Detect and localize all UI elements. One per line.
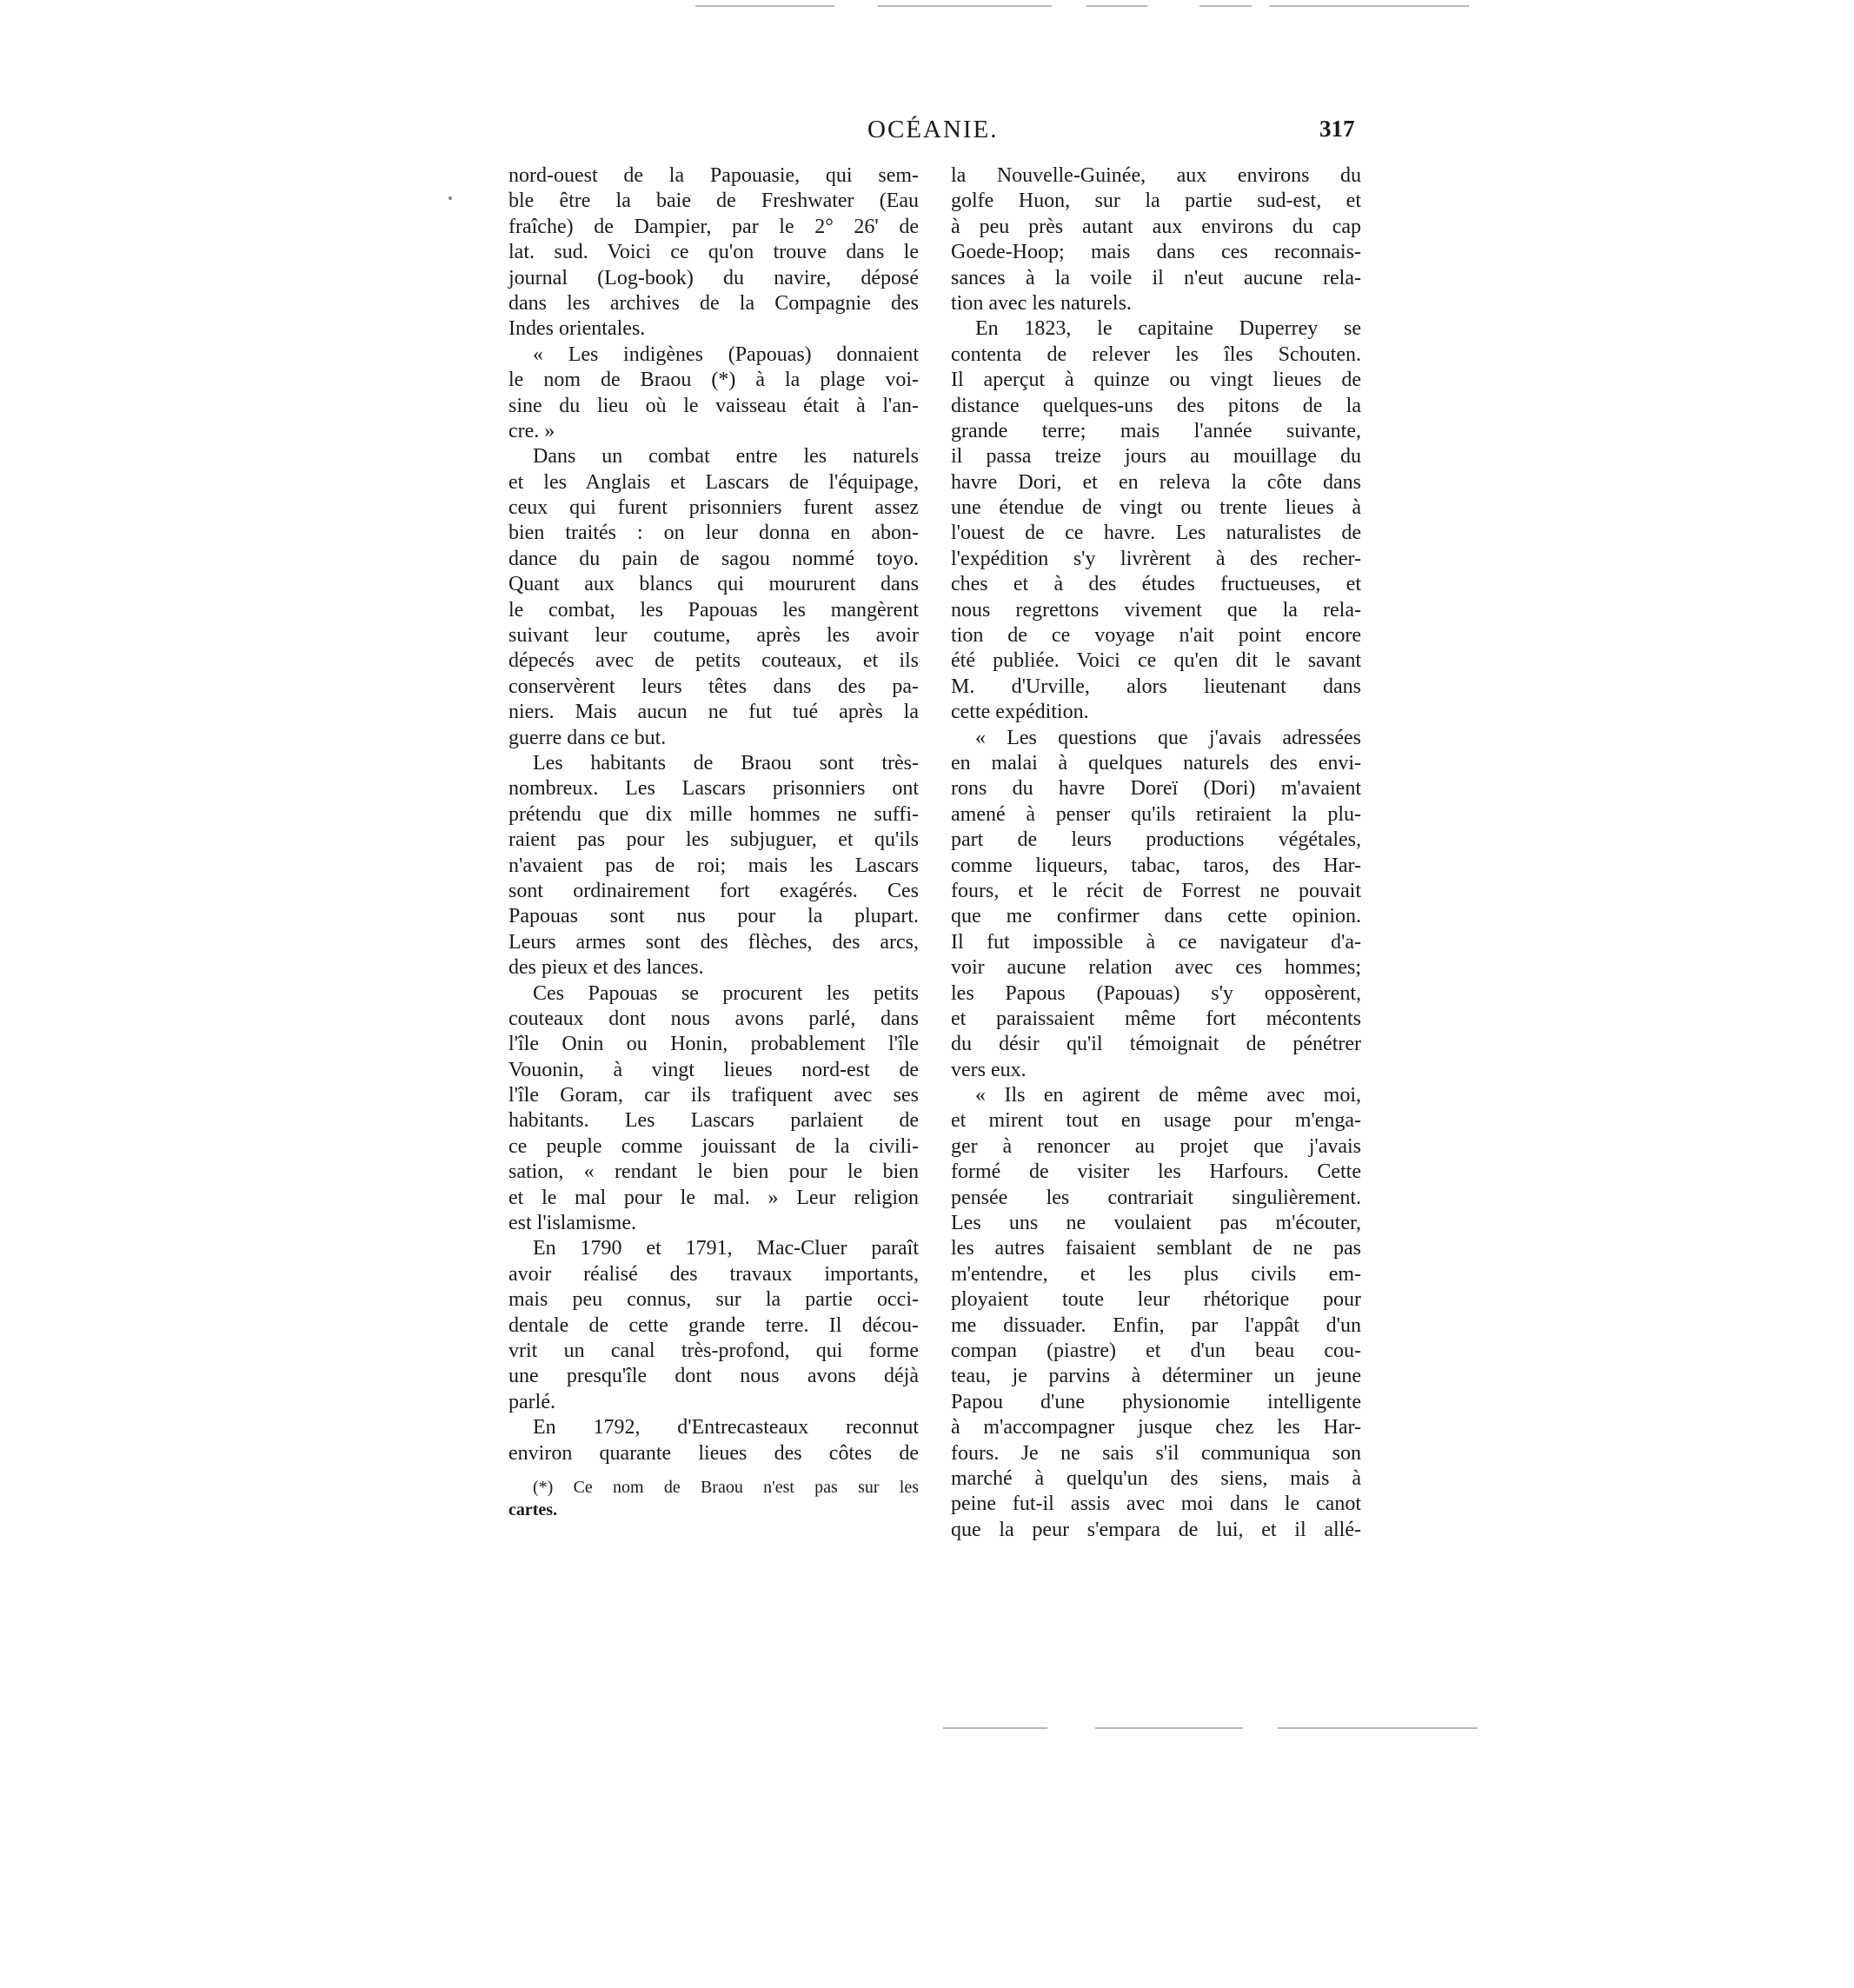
text-line: niers. Mais aucun ne fut tué après la <box>508 701 919 724</box>
text-line: l'expédition s'y livrèrent à des recher- <box>951 547 1361 570</box>
text-line: Il fut impossible à ce navigateur d'a- <box>951 930 1361 954</box>
text-line: fours, et le récit de Forrest ne pouvait <box>951 879 1361 902</box>
scan-edge-mark <box>1095 1727 1243 1729</box>
text-line: bien traités : on leur donna en abon- <box>508 522 919 545</box>
scan-edge-mark <box>943 1727 1047 1729</box>
text-line: ches et à des études fructueuses, et <box>951 573 1361 596</box>
text-line: En 1792, d'Entrecasteaux reconnut <box>533 1416 919 1439</box>
scan-edge-mark <box>1269 5 1469 7</box>
text-line: Ces Papouas se procurent les petits <box>533 981 919 1005</box>
footnote-line: cartes. <box>508 1500 558 1519</box>
text-line: contenta de relever les îles Schouten. <box>951 342 1361 366</box>
text-line: et les Anglais et Lascars de l'équipage, <box>508 470 919 494</box>
text-line: vers eux. <box>951 1058 1027 1081</box>
text-line: journal (Log-book) du navire, déposé <box>508 266 919 289</box>
text-line: lat. sud. Voici ce qu'on trouve dans le <box>508 241 919 264</box>
running-head: OCÉANIE. <box>867 116 999 143</box>
text-line: Vouonin, à vingt lieues nord-est de <box>508 1058 919 1081</box>
text-line: « Les indigènes (Papouas) donnaient <box>533 342 919 366</box>
text-line: sances à la voile il n'eut aucune rela- <box>951 266 1361 289</box>
text-line: le nom de Braou (*) à la plage voi- <box>508 369 919 392</box>
text-line: dépecés avec de petits couteaux, et ils <box>508 649 919 673</box>
text-line: en malai à quelques naturels des envi- <box>951 751 1361 775</box>
text-line: ce peuple comme jouissant de la civili- <box>508 1134 919 1158</box>
text-line: ployaient toute leur rhétorique pour <box>951 1288 1361 1312</box>
right-text-column <box>951 163 1361 1543</box>
text-line: habitants. Les Lascars parlaient de <box>508 1109 919 1133</box>
text-line: nombreux. Les Lascars prisonniers ont <box>508 777 919 801</box>
text-line: « Les questions que j'avais adressées <box>975 726 1361 749</box>
text-line: dentale de cette grande terre. Il décou- <box>508 1313 919 1337</box>
scan-edge-mark <box>1199 5 1252 7</box>
text-line: En 1823, le capitaine Duperrey se <box>975 317 1361 341</box>
text-line: Quant aux blancs qui moururent dans <box>508 573 919 596</box>
text-line: que la peur s'empara de lui, et il allé- <box>951 1518 1361 1541</box>
text-line: une presqu'île dont nous avons déjà <box>508 1365 919 1388</box>
scan-edge-mark <box>878 5 1052 7</box>
text-line: et mirent tout en usage pour m'enga- <box>951 1109 1361 1133</box>
text-line: havre Dori, et en releva la côte dans <box>951 470 1361 494</box>
text-line: Papouas sont nus pour la plupart. <box>508 905 919 928</box>
text-line: fraîche) de Dampier, par le 2° 26' de <box>508 215 919 238</box>
text-line: amené à penser qu'ils retiraient la plu- <box>951 802 1361 826</box>
text-line: et paraissaient même fort mécontents <box>951 1007 1361 1030</box>
text-line: Dans un combat entre les naturels <box>533 445 919 469</box>
text-line: Papou d'une physionomie intelligente <box>951 1390 1361 1413</box>
text-line: ble être la baie de Freshwater (Eau <box>508 189 919 213</box>
text-line: M. d'Urville, alors lieutenant dans <box>951 675 1361 698</box>
text-line: nord-ouest de la Papouasie, qui sem- <box>508 164 919 187</box>
text-line: les autres faisaient semblant de ne pas <box>951 1237 1361 1260</box>
text-line: n'avaient pas de roi; mais les Lascars <box>508 854 919 877</box>
text-line: nous regrettons vivement que la rela- <box>951 598 1361 622</box>
text-line: Leurs armes sont des flèches, des arcs, <box>508 930 919 954</box>
text-line: prétendu que dix mille hommes ne suffi- <box>508 802 919 826</box>
text-line: environ quarante lieues des côtes de <box>508 1441 919 1465</box>
page-number: 317 <box>1319 116 1355 142</box>
scan-edge-mark <box>1278 1727 1478 1729</box>
text-line: avoir réalisé des travaux importants, <box>508 1262 919 1286</box>
text-line: les Papous (Papouas) s'y opposèrent, <box>951 981 1361 1005</box>
text-line: parlé. <box>508 1390 555 1413</box>
margin-speck <box>449 196 452 200</box>
text-line: Les habitants de Braou sont très- <box>533 751 919 775</box>
text-line: et le mal pour le mal. » Leur religion <box>508 1186 919 1209</box>
text-line: sation, « rendant le bien pour le bien <box>508 1160 919 1184</box>
text-line: distance quelques-uns des pitons de la <box>951 394 1361 417</box>
text-line: fours. Je ne sais s'il communiqua son <box>951 1441 1361 1465</box>
text-line: grande terre; mais l'année suivante, <box>951 419 1361 442</box>
text-line: conservèrent leurs têtes dans des pa- <box>508 675 919 698</box>
text-line: une étendue de vingt ou trente lieues à <box>951 496 1361 520</box>
text-line: part de leurs productions végétales, <box>951 828 1361 852</box>
text-line: vrit un canal très-profond, qui forme <box>508 1339 919 1362</box>
text-line: sont ordinairement fort exagérés. Ces <box>508 879 919 902</box>
text-line: rons du havre Doreï (Dori) m'avaient <box>951 777 1361 801</box>
text-line: l'ouest de ce havre. Les naturalistes de <box>951 522 1361 545</box>
text-line: tion de ce voyage n'ait point encore <box>951 624 1361 648</box>
text-line: à m'accompagner jusque chez les Har- <box>951 1416 1361 1439</box>
text-line: ceux qui furent prisonniers furent assez <box>508 496 919 520</box>
text-line: couteaux dont nous avons parlé, dans <box>508 1007 919 1030</box>
text-line: du désir qu'il témoignait de pénétrer <box>951 1033 1361 1056</box>
text-line: mais peu connus, sur la partie occi- <box>508 1288 919 1312</box>
text-line: guerre dans ce but. <box>508 726 667 749</box>
text-line: l'île Goram, car ils trafiquent avec ses <box>508 1084 919 1107</box>
text-line: cre. » <box>508 419 555 442</box>
text-line: le combat, les Papouas les mangèrent <box>508 598 919 622</box>
scan-edge-mark <box>1086 5 1147 7</box>
text-line: comme liqueurs, tabac, taros, des Har- <box>951 854 1361 877</box>
text-line: à peu près autant aux environs du cap <box>951 215 1361 238</box>
text-line: compan (piastre) et d'un beau cou- <box>951 1339 1361 1362</box>
text-line: m'entendre, et les plus civils em- <box>951 1262 1361 1286</box>
text-line: des pieux et des lances. <box>508 956 704 980</box>
text-line: golfe Huon, sur la partie sud-est, et <box>951 189 1361 213</box>
text-line: que me confirmer dans cette opinion. <box>951 905 1361 928</box>
text-line: suivant leur coutume, après les avoir <box>508 624 919 648</box>
left-text-column <box>508 163 919 1466</box>
text-line: il passa treize jours au mouillage du <box>951 445 1361 469</box>
text-line: voir aucune relation avec ces hommes; <box>951 956 1361 980</box>
text-line: sine du lieu où le vaisseau était à l'an- <box>508 394 919 417</box>
text-line: Il aperçut à quinze ou vingt lieues de <box>951 369 1361 392</box>
footnote-line: (*) Ce nom de Braou n'est pas sur les <box>533 1478 919 1497</box>
text-line: cette expédition. <box>951 701 1089 724</box>
text-line: pensée les contrariait singulièrement. <box>951 1186 1361 1209</box>
text-line: teau, je parvins à déterminer un jeune <box>951 1365 1361 1388</box>
text-line: Les uns ne voulaient pas m'écouter, <box>951 1212 1361 1235</box>
text-line: été publiée. Voici ce qu'en dit le savant <box>951 649 1361 673</box>
text-line: est l'islamisme. <box>508 1212 636 1235</box>
text-line: dance du pain de sagou nommé toyo. <box>508 547 919 570</box>
text-line: En 1790 et 1791, Mac-Cluer paraît <box>533 1237 919 1260</box>
text-line: raient pas pour les subjuguer, et qu'ils <box>508 828 919 852</box>
footnote <box>508 1476 919 1521</box>
text-line: me dissuader. Enfin, par l'appât d'un <box>951 1313 1361 1337</box>
text-line: ger à renoncer au projet que j'avais <box>951 1134 1361 1158</box>
text-line: marché à quelqu'un des siens, mais à <box>951 1466 1361 1490</box>
text-line: tion avec les naturels. <box>951 291 1132 315</box>
text-line: l'île Onin ou Honin, probablement l'île <box>508 1033 919 1056</box>
text-line: peine fut-il assis avec moi dans le canot <box>951 1493 1361 1516</box>
text-line: la Nouvelle-Guinée, aux environs du <box>951 164 1361 187</box>
text-line: dans les archives de la Compagnie des <box>508 291 919 315</box>
text-line: Goede-Hoop; mais dans ces reconnais- <box>951 241 1361 264</box>
text-line: Indes orientales. <box>508 317 646 341</box>
text-line: « Ils en agirent de même avec moi, <box>975 1084 1361 1107</box>
scan-edge-mark <box>695 5 834 7</box>
text-line: formé de visiter les Harfours. Cette <box>951 1160 1361 1184</box>
